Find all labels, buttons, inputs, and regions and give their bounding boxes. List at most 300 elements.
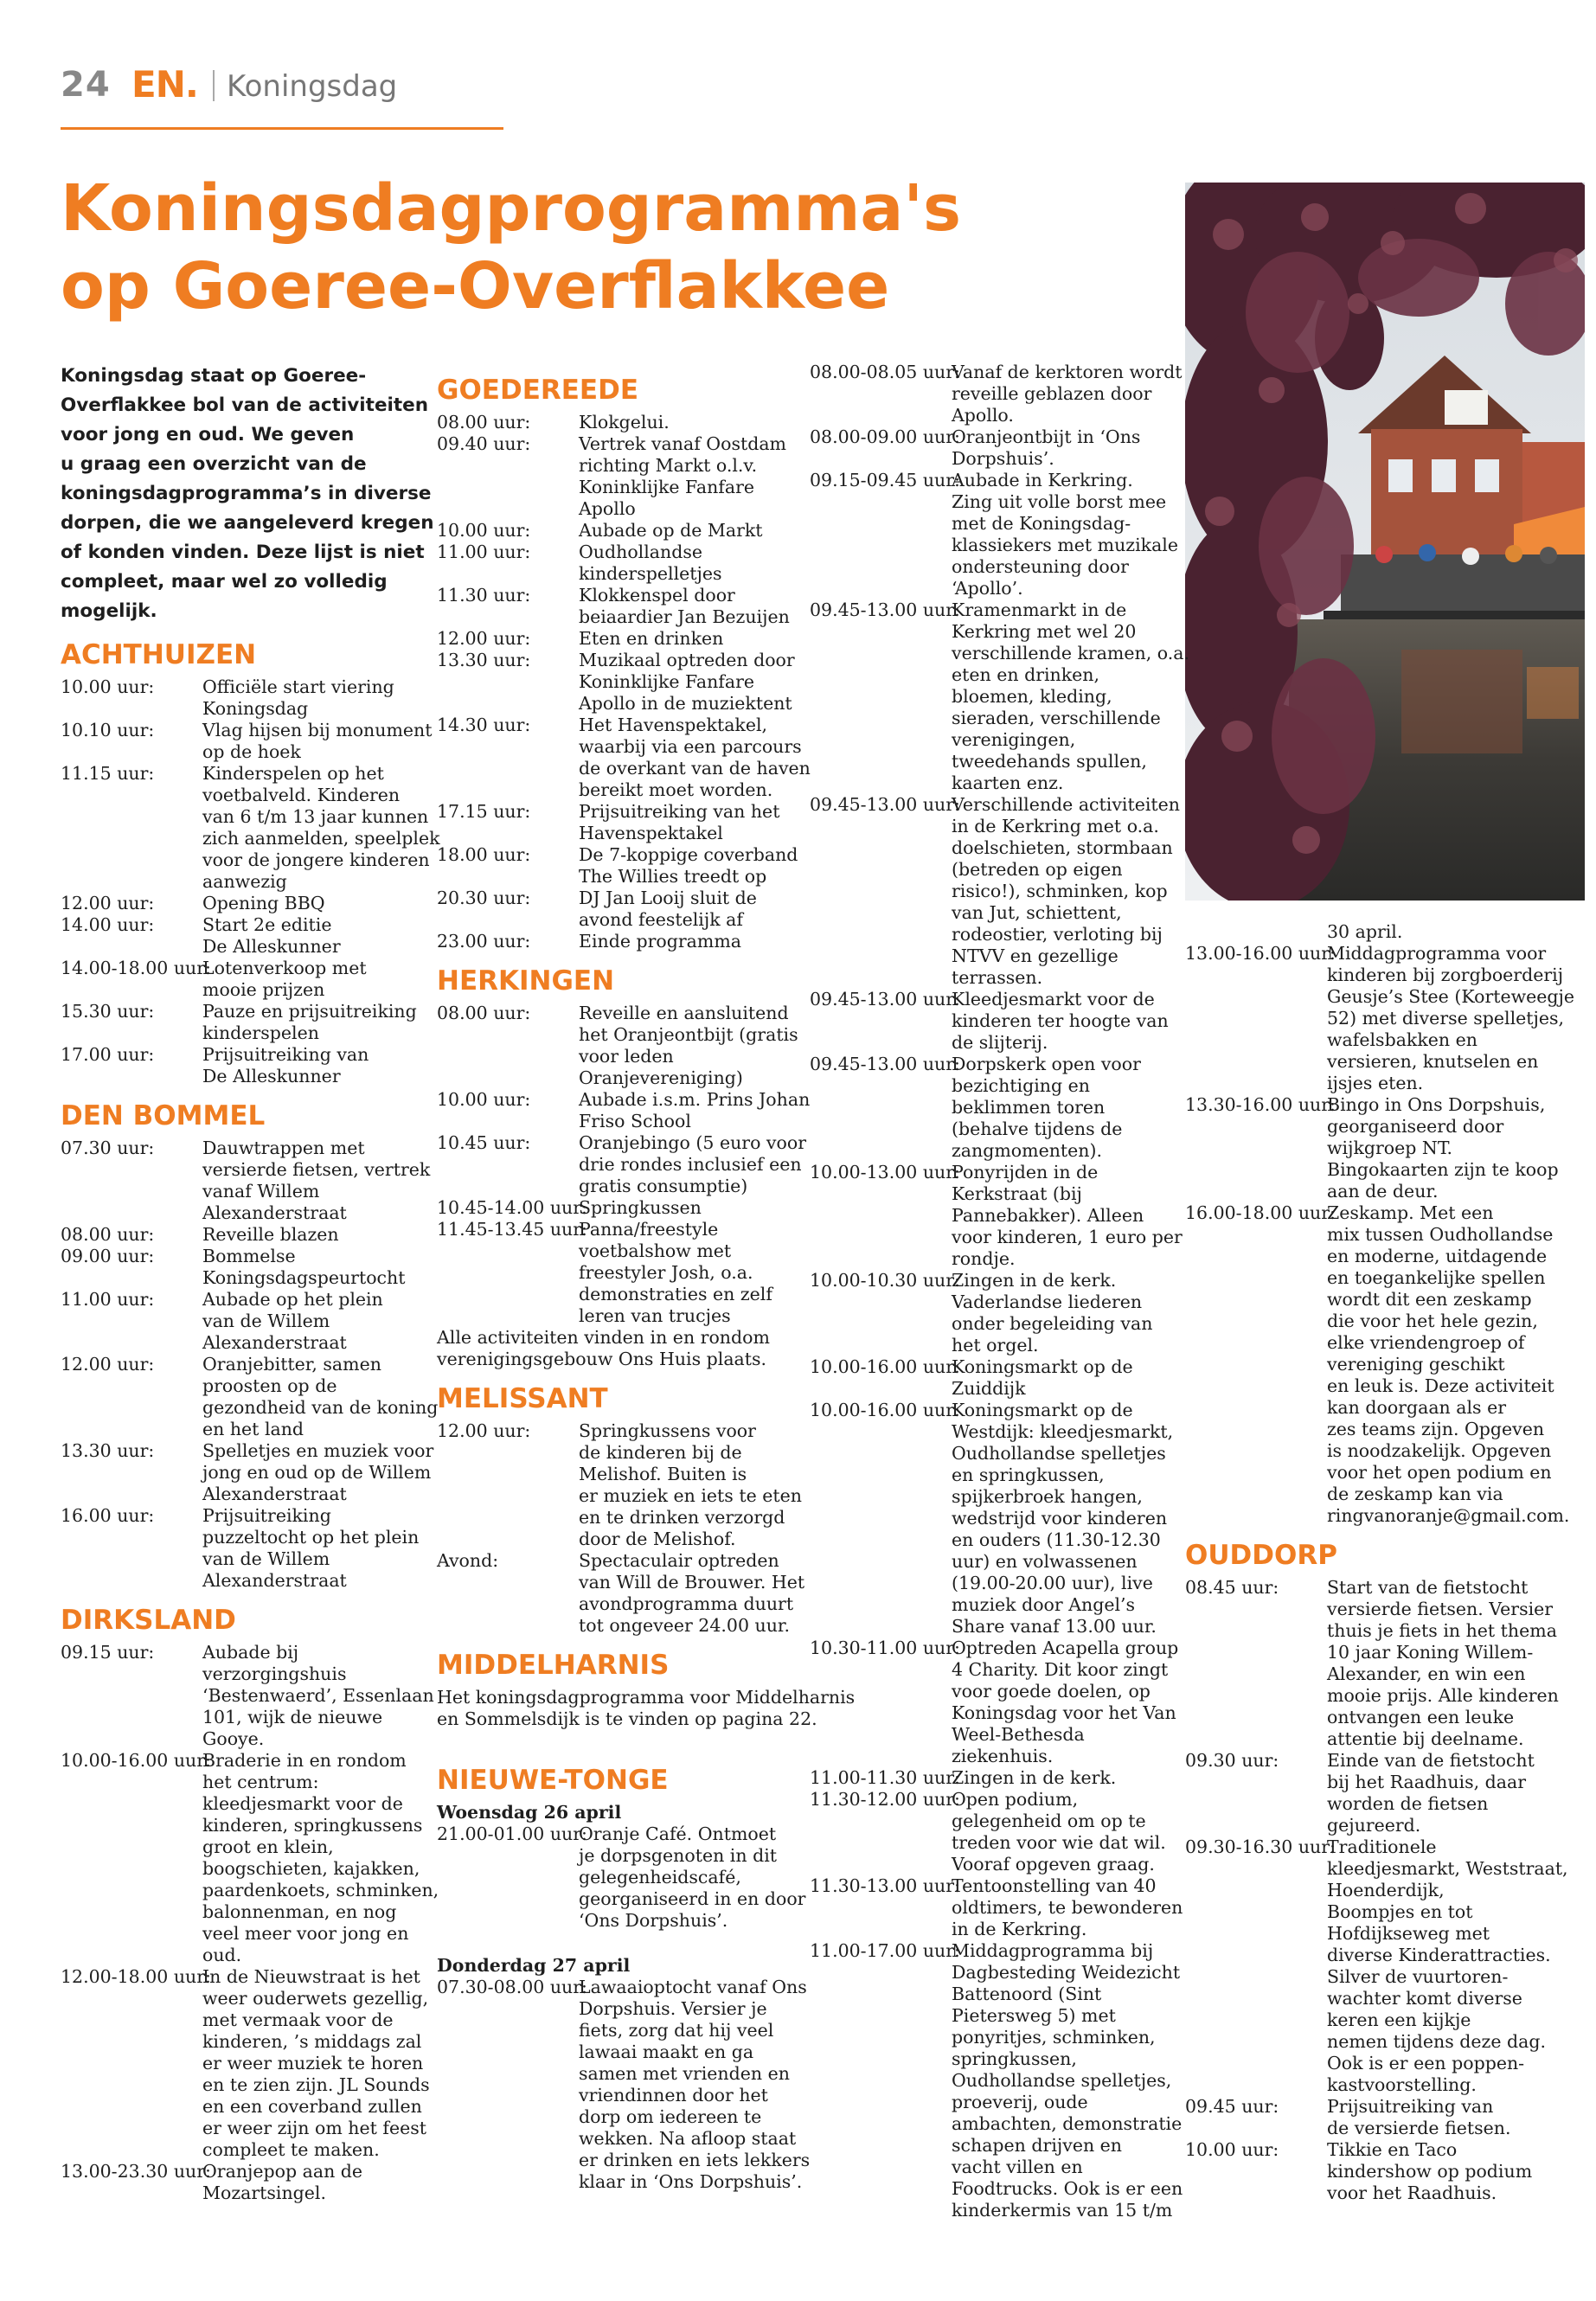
program-entry: [437, 520, 792, 542]
column-3: [810, 362, 1189, 2221]
entry-time: 10.00 uur:: [437, 520, 531, 541]
entry-description: [579, 628, 792, 650]
entry-line: Reveille blazen: [202, 1224, 339, 1245]
day-subheading: Donderdag 27 april: [437, 1955, 631, 1976]
entry-time: 10.45 uur:: [437, 1132, 531, 1153]
entry-time: 10.00 uur:: [1185, 2139, 1279, 2160]
entry-time: 09.45-13.00 uur:: [810, 989, 960, 1009]
entry-description: [202, 1289, 415, 1354]
entry-line: Vanaf de kerktoren wordt: [952, 362, 1183, 382]
entry-line: Vaderlandse liederen: [952, 1292, 1143, 1312]
entry-time: 15.30 uur:: [61, 1001, 155, 1022]
program-entry: [810, 1638, 1179, 1767]
intro-line: compleet, maar wel zo volledig: [61, 571, 388, 593]
entry-line: Alexander, en win een: [1327, 1663, 1526, 1684]
entry-line: Panna/freestyle: [579, 1219, 719, 1240]
entry-line: ‘Bestenwaerd’, Essenlaan: [202, 1685, 434, 1706]
entry-time: 07.30-08.00 uur:: [437, 1977, 587, 1997]
entry-description: [202, 1642, 434, 1750]
entry-line: bloemen, kleding,: [952, 686, 1112, 707]
entry-description: [952, 1162, 1183, 1270]
entry-time: 09.40 uur:: [437, 433, 531, 454]
entry-time: 09.45 uur:: [1185, 2096, 1279, 2117]
entry-time: 18.00 uur:: [437, 844, 531, 865]
entry-description: [579, 1197, 792, 1219]
entry-time: 10.00-13.00 uur:: [810, 1162, 960, 1183]
entry-line: voor het open podium en: [1327, 1462, 1552, 1483]
program-entry: [1185, 921, 1540, 943]
intro-line: Koningsdag staat op Goeree-: [61, 365, 367, 387]
entry-line: Einde van de fietstocht: [1327, 1750, 1535, 1771]
entry-line: Muzikaal optreden door: [579, 650, 795, 670]
entry-line: van de Willem: [202, 1311, 330, 1331]
entry-line: Apollo: [579, 498, 636, 519]
entry-line: gelegenheid om op te: [952, 1811, 1146, 1831]
entry-description: [579, 844, 798, 888]
entry-line: Start 2e editie: [202, 914, 332, 935]
entry-time: 10.00 uur:: [61, 676, 155, 697]
entry-line: ‘Apollo’.: [952, 578, 1023, 599]
entry-description: [952, 1638, 1178, 1767]
entry-line: risico!), schminken, kop: [952, 881, 1168, 901]
entry-description: [579, 1550, 804, 1637]
entry-line: Kinderspelen op het: [202, 763, 384, 784]
entry-time: 16.00-18.00 uur:: [1185, 1202, 1336, 1223]
entry-line: van de Willem: [202, 1548, 330, 1569]
entry-description: [202, 1001, 417, 1044]
program-entry: [437, 628, 792, 650]
program-entry: [437, 1219, 792, 1327]
entry-description: [1327, 2139, 1540, 2204]
village-heading: MIDDELHARNIS: [437, 1650, 670, 1681]
entry-line: klassiekers met muzikale: [952, 535, 1178, 555]
entry-line: ponyritjes, schminken,: [952, 2027, 1156, 2048]
entry-time: 11.00 uur:: [437, 542, 531, 562]
entry-line: wekken. Na afloop staat: [579, 2128, 797, 2149]
entry-line: Dorpskerk open voor: [952, 1054, 1141, 1074]
entry-line: De 7-koppige coverband: [579, 844, 798, 865]
entry-line: veel meer voor jong en: [202, 1923, 409, 1944]
entry-line: verenigingen,: [952, 729, 1076, 750]
entry-time: 12.00-18.00 uur:: [61, 1966, 211, 1987]
entry-line: richting Markt o.l.v.: [579, 455, 758, 476]
entry-time: Avond:: [437, 1550, 499, 1571]
entry-line: Oudhollandse: [579, 542, 702, 562]
program-note: [437, 1687, 856, 1730]
entry-line: aanwezig: [202, 871, 287, 892]
entry-time: 20.30 uur:: [437, 888, 531, 908]
entry-description: [579, 433, 792, 520]
entry-line: ‘Ons Dorpshuis’.: [579, 1910, 728, 1931]
entry-line: Het Havenspektakel,: [579, 715, 768, 735]
entry-line: Klokkenspel door: [579, 585, 735, 606]
entry-line: Ponyrijden in de: [952, 1162, 1099, 1183]
entry-line: Dorpshuis. Versier je: [579, 1998, 767, 2019]
entry-line: er drinken en iets lekkers: [579, 2150, 811, 2170]
entry-line: de slijterij.: [952, 1032, 1048, 1053]
entry-line: oud.: [202, 1945, 242, 1965]
village-heading: MELISSANT: [437, 1383, 608, 1414]
entry-description: [202, 1224, 415, 1246]
entry-description: [579, 542, 792, 585]
entry-line: Friso School: [579, 1111, 691, 1131]
entry-line: je dorpsgenoten in dit: [579, 1845, 777, 1866]
entry-line: mooie prijzen: [202, 979, 325, 1000]
program-entry: [437, 844, 798, 888]
entry-line: is noodzakelijk. Opgeven: [1327, 1440, 1552, 1461]
entry-line: tot ongeveer 24.00 uur.: [579, 1615, 790, 1636]
program-entry: [61, 1505, 420, 1592]
entry-line: Hofdijkseweg met: [1327, 1923, 1490, 1944]
entry-line: Verschillende activiteiten: [952, 794, 1180, 815]
entry-line: in de Kerkring.: [952, 1919, 1087, 1939]
entry-line: paardenkoets, schminken,: [202, 1880, 439, 1900]
day-subheading: Woensdag 26 april: [437, 1802, 622, 1823]
entry-line: doelschieten, stormbaan: [952, 837, 1173, 858]
entry-line: ziekenhuis.: [952, 1746, 1054, 1766]
entry-line: 52) met diverse spelletjes,: [1327, 1008, 1565, 1029]
note-line: en Sommelsdijk is te vinden op pagina 22.: [437, 1708, 817, 1729]
program-entry: [61, 1246, 415, 1289]
entry-description: [579, 585, 792, 628]
intro-line: u graag een overzicht van de: [61, 453, 367, 475]
entry-line: (betreden op eigen: [952, 859, 1123, 880]
entry-line: treden voor wie dat wil.: [952, 1832, 1166, 1853]
entry-line: met de Koningsdag-: [952, 513, 1131, 534]
program-entry: [1185, 943, 1575, 1094]
entry-description: [1327, 1836, 1568, 2096]
entry-line: tweedehands spullen,: [952, 751, 1147, 772]
entry-time: 08.00 uur:: [437, 412, 531, 433]
intro-line: dorpen, die we aangeleverd kregen: [61, 512, 434, 534]
entry-line: beiaardier Jan Bezuijen: [579, 606, 790, 627]
entry-description: [202, 1044, 415, 1087]
entry-line: proosten op de: [202, 1375, 337, 1396]
entry-line: wijkgroep NT.: [1327, 1138, 1453, 1158]
entry-line: Koninklijke Fanfare: [579, 671, 755, 692]
entry-line: 4 Charity. Dit koor zingt: [952, 1659, 1169, 1680]
entry-description: [202, 1750, 439, 1966]
title-line: Koningsdagprogramma's: [61, 171, 962, 246]
entry-line: kindershow op podium: [1327, 2161, 1533, 2182]
spacer: [437, 1932, 792, 1953]
entry-line: Traditionele: [1327, 1836, 1437, 1857]
entry-line: kaarten enz.: [952, 772, 1064, 793]
entry-description: [579, 412, 792, 433]
column-1-program: [61, 638, 440, 2204]
entry-line: muziek door Angel’s: [952, 1594, 1136, 1615]
entry-line: freestyler Josh, o.a.: [579, 1262, 753, 1283]
entry-time: 08.00-08.05 uur:: [810, 362, 960, 382]
entry-line: Aubade i.s.m. Prins Johan: [579, 1089, 811, 1110]
entry-line: kleedjesmarkt voor de: [202, 1793, 403, 1814]
entry-time: 08.00-09.00 uur:: [810, 426, 960, 447]
entry-line: Vertrek vanaf Oostdam: [579, 433, 786, 454]
entry-time: 11.30-13.00 uur:: [810, 1875, 960, 1896]
entry-line: NTVV en gezellige: [952, 945, 1118, 966]
program-entry: [810, 470, 1178, 599]
village-heading: GOEDEREEDE: [437, 375, 639, 406]
entry-line: compleet te maken.: [202, 2139, 380, 2160]
program-entry: [1185, 1577, 1559, 1750]
entry-line: Kerkstraat (bij: [952, 1183, 1082, 1204]
column-2-program: [437, 374, 856, 2193]
entry-line: Havenspektakel: [579, 823, 723, 843]
entry-description: [1327, 1094, 1559, 1202]
program-entry: [437, 888, 792, 931]
entry-line: mooie prijs. Alle kinderen: [1327, 1685, 1559, 1706]
entry-line: Weel-Bethesda: [952, 1724, 1085, 1745]
entry-line: Silver de vuurtoren-: [1327, 1966, 1509, 1987]
program-entry: [61, 1001, 415, 1044]
entry-line: kinderen ter hoogte van: [952, 1010, 1169, 1031]
program-entry: [437, 1977, 811, 2193]
entry-description: [1327, 1577, 1559, 1750]
entry-line: en moderne, uitdagende: [1327, 1246, 1548, 1266]
program-entry: [810, 362, 1183, 426]
entry-line: ontvangen een leuke: [1327, 1707, 1515, 1727]
program-entry: [437, 801, 792, 844]
entry-line: Battenoord (Sint: [952, 1984, 1102, 2004]
entry-line: sieraden, verschillende: [952, 708, 1161, 728]
entry-line: Officiële start viering: [202, 676, 394, 697]
entry-line: bezichtiging en: [952, 1075, 1090, 1096]
entry-line: Share vanaf 13.00 uur.: [952, 1616, 1157, 1637]
entry-time: 13.30 uur:: [61, 1440, 155, 1461]
entry-line: Aubade in Kerkring.: [952, 470, 1133, 490]
photo-illustration: [1185, 183, 1585, 901]
entry-line: attentie bij deelname.: [1327, 1728, 1524, 1749]
village-heading: NIEUWE-TONGE: [437, 1765, 669, 1796]
entry-line: In de Nieuwstraat is het: [202, 1966, 420, 1987]
entry-line: beklimmen toren: [952, 1097, 1106, 1118]
entry-line: Alexanderstraat: [202, 1332, 347, 1353]
entry-line: Eten en drinken: [579, 628, 724, 649]
entry-line: de overkant van de haven: [579, 758, 811, 779]
entry-time: 11.15 uur:: [61, 763, 155, 784]
entry-line: het Oranjeontbijt (gratis: [579, 1024, 798, 1045]
entry-line: rodeostier, verloting bij: [952, 924, 1163, 945]
entry-line: georganiseerd in en door: [579, 1888, 806, 1909]
entry-line: Koningsmarkt op de: [952, 1400, 1133, 1420]
entry-line: zes teams zijn. Opgeven: [1327, 1419, 1545, 1439]
program-entry: [437, 715, 811, 801]
entry-line: Boompjes en tot: [1327, 1901, 1473, 1922]
entry-line: reveille geblazen door: [952, 383, 1152, 404]
entry-line: Klokgelui.: [579, 412, 670, 433]
entry-line: Open podium,: [952, 1789, 1079, 1810]
entry-line: vacht villen en: [952, 2157, 1083, 2177]
entry-line: fiets, zorg dat hij veel: [579, 2020, 774, 2041]
program-entry: [810, 989, 1169, 1054]
header-rule: [61, 127, 503, 130]
entry-line: Apollo in de muziektent: [579, 693, 792, 714]
entry-time: 10.00 uur:: [437, 1089, 531, 1110]
entry-line: terrassen.: [952, 967, 1043, 988]
entry-description: [579, 801, 792, 844]
entry-line: diverse Kinderattracties.: [1327, 1945, 1551, 1965]
entry-line: versierde fietsen. Versier: [1327, 1599, 1554, 1619]
entry-time: 10.45-14.00 uur:: [437, 1197, 587, 1218]
entry-line: uur) en volwassenen: [952, 1551, 1138, 1572]
entry-line: Tentoonstelling van 40: [952, 1875, 1157, 1896]
entry-line: kinderspelletjes: [579, 563, 722, 584]
entry-line: in de Kerkring met o.a.: [952, 816, 1159, 836]
program-entry: [61, 1289, 415, 1354]
entry-line: het orgel.: [952, 1335, 1039, 1356]
entry-time: 17.00 uur:: [61, 1044, 155, 1065]
entry-line: ringvanoranje@gmail.com.: [1327, 1505, 1570, 1526]
entry-line: verzorgingshuis: [202, 1663, 347, 1684]
note-line: Het koningsdagprogramma voor Middelharnis: [437, 1687, 856, 1708]
intro-line: of konden vinden. Deze lijst is niet: [61, 542, 425, 563]
entry-line: ambachten, demonstratie: [952, 2113, 1183, 2134]
page-number: 24: [61, 65, 111, 105]
section-name: Koningsdag: [227, 69, 398, 104]
entry-line: DJ Jan Looij sluit de: [579, 888, 757, 908]
entry-time: 11.00-17.00 uur:: [810, 1940, 960, 1961]
entry-time: 14.00-18.00 uur:: [61, 958, 211, 978]
entry-description: [579, 1132, 806, 1197]
entry-description: [952, 1767, 1164, 1789]
entry-time: 13.30 uur:: [437, 650, 531, 670]
entry-time: 14.00 uur:: [61, 914, 155, 935]
entry-line: voor goede doelen, op: [952, 1681, 1151, 1702]
entry-line: Vlag hijsen bij monument: [202, 720, 433, 740]
program-entry: [437, 585, 792, 628]
entry-description: [579, 650, 795, 715]
program-entry: [61, 676, 415, 720]
entry-description: [202, 1138, 430, 1224]
entry-line: Tikkie en Taco: [1327, 2139, 1458, 2160]
entry-time: 13.00-23.30 uur:: [61, 2161, 211, 2182]
entry-description: [1327, 943, 1574, 1094]
entry-time: 12.00 uur:: [437, 628, 531, 649]
entry-line: Hoenderdijk,: [1327, 1880, 1445, 1900]
entry-line: vriendinnen door het: [579, 2085, 768, 2106]
entry-description: [952, 1054, 1164, 1162]
entry-description: [1327, 2096, 1540, 2139]
title-line: op Goeree-Overflakkee: [61, 249, 890, 324]
program-entry: [1185, 2139, 1540, 2204]
entry-description: [579, 715, 811, 801]
program-entry: [437, 1823, 806, 1932]
entry-description: [1327, 1750, 1540, 1836]
intro-line: voor jong en oud. We geven: [61, 424, 355, 445]
entry-line: van 6 t/m 13 jaar kunnen: [202, 806, 429, 827]
entry-description: [952, 599, 1189, 794]
column-2: [437, 362, 856, 2193]
entry-line: keren een kijkje: [1327, 2009, 1471, 2030]
entry-line: weer ouderwets gezellig,: [202, 1988, 429, 2009]
entry-line: Pauze en prijsuitreiking: [202, 1001, 417, 1022]
entry-time: 23.00 uur:: [437, 931, 531, 952]
entry-line: Springkussen: [579, 1197, 702, 1218]
program-entry: [61, 1224, 415, 1246]
entry-line: mix tussen Oudhollandse: [1327, 1224, 1554, 1245]
entry-line: ijsjes eten.: [1327, 1073, 1424, 1093]
entry-line: de zeskamp kan via: [1327, 1484, 1503, 1504]
entry-description: [952, 989, 1169, 1054]
entry-line: jong en oud op de Willem: [202, 1462, 432, 1483]
entry-time: 09.00 uur:: [61, 1246, 155, 1266]
program-entry: [1185, 1750, 1540, 1836]
entry-time: 12.00 uur:: [61, 893, 155, 913]
entry-time: 12.00 uur:: [61, 1354, 155, 1375]
program-entry: [437, 1420, 802, 1550]
entry-time: 10.30-11.00 uur:: [810, 1638, 960, 1658]
entry-time: 13.30-16.00 uur:: [1185, 1094, 1336, 1115]
header-divider: [213, 70, 215, 101]
entry-line: Spelletjes en muziek voor: [202, 1440, 434, 1461]
entry-line: Opening BBQ: [202, 893, 325, 913]
entry-line: Braderie in en rondom: [202, 1750, 407, 1771]
entry-line: voetbalshow met: [579, 1240, 732, 1261]
entry-time: 12.00 uur:: [437, 1420, 531, 1441]
entry-line: Aubade op de Markt: [579, 520, 763, 541]
entry-line: Koninklijke Fanfare: [579, 477, 755, 497]
entry-line: er weer zijn om het feest: [202, 2118, 427, 2138]
entry-description: [202, 914, 415, 958]
entry-line: 101, wijk de nieuwe: [202, 1707, 383, 1727]
entry-time: 09.30-16.30 uur:: [1185, 1836, 1336, 1857]
program-entry: [61, 1138, 431, 1224]
entry-line: kinderen, ’s middags zal: [202, 2031, 422, 2052]
entry-line: Apollo.: [952, 405, 1014, 426]
program-entry: [810, 1875, 1183, 1940]
entry-time: 09.15-09.45 uur:: [810, 470, 960, 490]
entry-description: [202, 958, 415, 1001]
entry-line: lawaai maakt en ga: [579, 2041, 754, 2062]
entry-time: 14.30 uur:: [437, 715, 531, 735]
article-photo: [1185, 183, 1585, 901]
entry-line: Lawaaioptocht vanaf Ons: [579, 1977, 807, 1997]
note-line: verenigingsgebouw Ons Huis plaats.: [437, 1349, 767, 1369]
entry-line: klaar in ‘Ons Dorpshuis’.: [579, 2171, 803, 2192]
entry-line: thuis je fiets in het thema: [1327, 1620, 1557, 1641]
entry-line: Koningsmarkt op de: [952, 1356, 1133, 1377]
entry-line: eten en drinken,: [952, 664, 1100, 685]
program-entry: [810, 1162, 1183, 1270]
program-entry: [810, 794, 1180, 989]
entry-time: 11.45-13.45 uur:: [437, 1219, 587, 1240]
entry-line: voor de jongere kinderen: [202, 849, 430, 870]
entry-line: en ouders (11.30-12.30: [952, 1529, 1161, 1550]
village-heading: DIRKSLAND: [61, 1605, 236, 1636]
entry-description: [202, 1505, 419, 1592]
entry-description: [1327, 1202, 1569, 1527]
entry-description: [579, 1003, 798, 1089]
entry-line: Zuiddijk: [952, 1378, 1026, 1399]
entry-line: er weer muziek te horen: [202, 2053, 424, 2073]
entry-line: die voor het hele gezin,: [1327, 1311, 1538, 1331]
entry-line: schapen drijven en: [952, 2135, 1123, 2156]
entry-line: Koningsdagspeurtocht: [202, 1267, 406, 1288]
entry-line: Reveille en aansluitend: [579, 1003, 789, 1023]
entry-line: Ook is er een poppen-: [1327, 2053, 1525, 2073]
entry-line: gelegenheidscafé,: [579, 1867, 741, 1888]
entry-description: [202, 1246, 415, 1289]
entry-description: [202, 893, 415, 914]
entry-line: Koningsdag voor het Van: [952, 1702, 1176, 1723]
entry-line: elke vriendengroep of: [1327, 1332, 1525, 1353]
entry-description: [1327, 921, 1540, 943]
entry-time: 07.30 uur:: [61, 1138, 155, 1158]
entry-description: [952, 1270, 1164, 1356]
entry-line: spijkerbroek hangen,: [952, 1486, 1143, 1507]
entry-line: Zeskamp. Met een: [1327, 1202, 1494, 1223]
entry-line: avondprogramma duurt: [579, 1593, 794, 1614]
